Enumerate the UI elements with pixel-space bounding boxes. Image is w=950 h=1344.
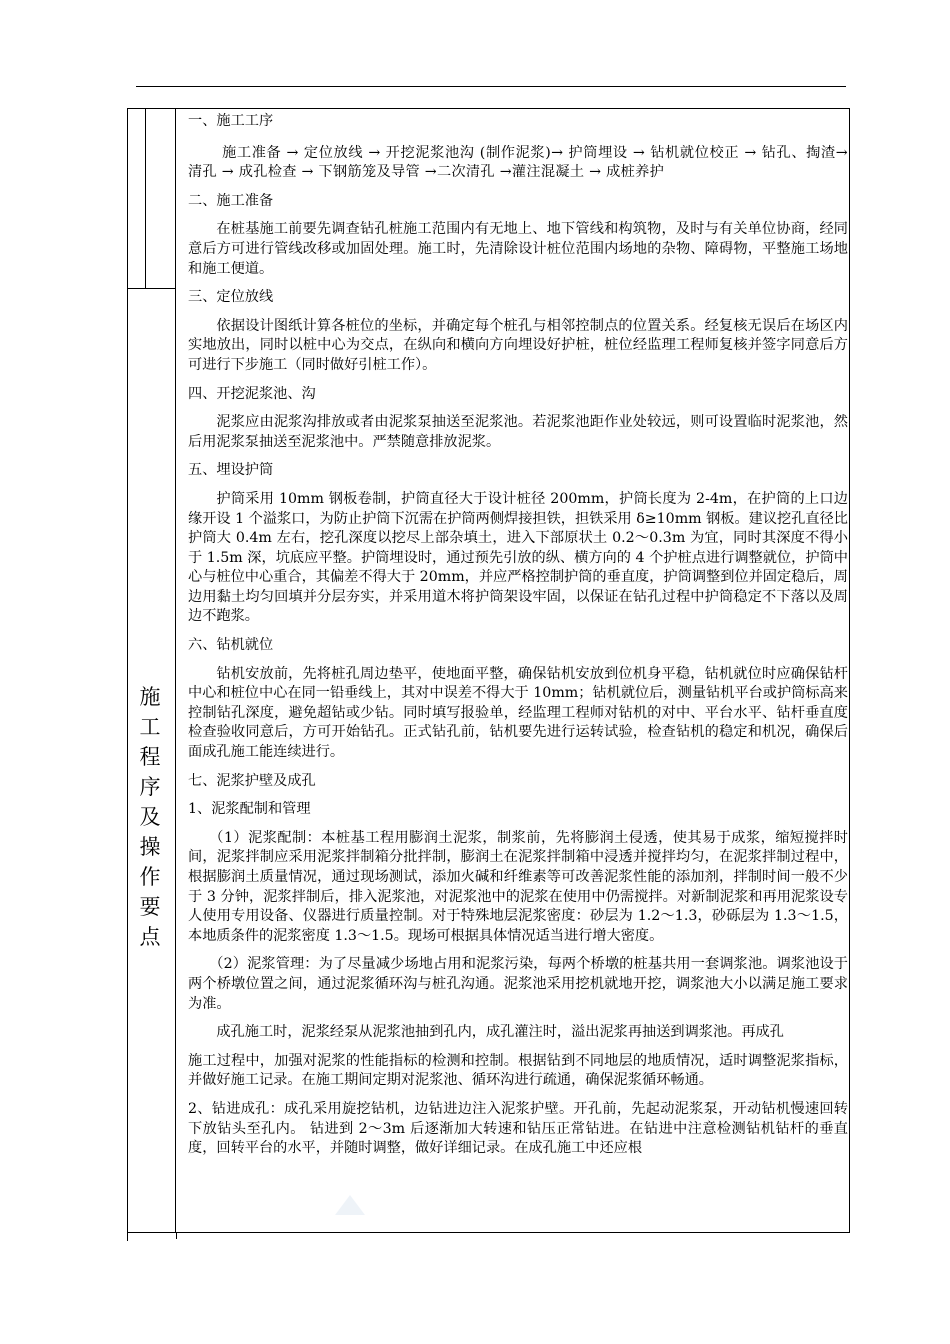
- side-title-char: 作: [139, 865, 161, 889]
- left-inner-rule: [145, 108, 146, 288]
- side-title-char: 序: [139, 775, 161, 799]
- section-heading-5: 五、埋设护筒: [188, 462, 274, 479]
- side-title-char: 程: [139, 745, 161, 769]
- drilling-paragraph: 2、钻进成孔：成孔采用旋挖钻机，边钻进边注入泥浆护壁。开孔前，先起动泥浆泵，开动钻机慢速回转下放钻头至孔内。 钻进到 2～3m 后逐渐加大转速和钻压正常钻进。在钻进中注意检测钻机钻杆的垂直度，回转平台的水平，并随时调整，做好详细记录。在成孔施工中还应根: [188, 1100, 848, 1157]
- watermark-icon: [330, 1190, 370, 1220]
- section-body-5: 护筒采用 10mm 钢板卷制，护筒直径大于设计桩径 200mm，护筒长度为 2-4m，在护筒的上口边缘开设 1 个溢浆口，为防止护筒下沉需在护筒两侧焊接担铁，担铁采用 δ≥10mm 钢板。建议挖孔直径比护筒大 0.4m 左右，挖孔深度以挖尽上部杂填土，进入下部原状土 0.2～0.3m 为宜，同时其深度不得小于 1.5m 深，坑底应平整。护筒埋设时，通过预先引放的纵、横方向的 4 个护桩点进行调整就位，护筒中心与桩位中心重合，其偏差不得大于 20mm，并应严格控制护筒的垂直度，护筒调整到位并固定稳后，周边用黏土均匀回填并分层夯实，并采用道木将护筒架设牢固，以保证在钻孔过程中护筒稳定不下落以及周边不跑浆。: [188, 490, 848, 625]
- hole-forming-mud: 成孔施工时，泥浆经泵从泥浆池抽到孔内，成孔灌注时，溢出泥浆再抽送到调浆池。再成孔: [216, 1024, 784, 1041]
- subsection-heading-1: 1、泥浆配制和管理: [188, 801, 311, 818]
- left-column: [127, 108, 176, 1233]
- section-heading-2: 二、施工准备: [188, 192, 274, 209]
- side-title-char: 点: [139, 925, 161, 949]
- header-rule: [136, 86, 846, 87]
- section-heading-6: 六、钻机就位: [188, 637, 274, 654]
- bottom-tick: [176, 1233, 177, 1239]
- section-heading-1: 一、施工工序: [188, 113, 274, 129]
- side-title-char: 工: [139, 715, 161, 739]
- side-title-char: 施: [139, 685, 161, 709]
- mud-management: （2）泥浆管理：为了尽量减少场地占用和泥浆污染，每两个桥墩的桩基共用一套调浆池。调浆池设于两个桥墩位置之间，通过泥浆循环沟与桩孔沟通。泥浆池采用挖机就地开挖，调浆池大小以满足施工要求为准。: [188, 956, 848, 1012]
- content-body: [188, 112, 848, 1159]
- left-cell-divider: [127, 288, 176, 289]
- section-body-2: 在桩基施工前要先调查钻孔桩施工范围内有无地上、地下管线和构筑物，及时与有关单位协商，经同意后方可进行管线改移或加固处理。施工时，先清除设计桩位范围内场地的杂物、障碍物，平整施工场地和施工便道。: [188, 221, 848, 277]
- section-body-3: 依据设计图纸计算各桩位的坐标，并确定每个桩孔与相邻控制点的位置关系。经复核无误后在场区内实地放出，同时以桩中心为交点，在纵向和横向方向埋设好护桩，桩位经监理工程师复核并签字同意后方可进行下步施工（同时做好引桩工作）。: [188, 317, 848, 373]
- side-title-char: 要: [139, 895, 161, 919]
- side-title: [135, 682, 165, 952]
- section-body-6: 钻机安放前，先将桩孔周边垫平，使地面平整，确保钻机安放到位机身平稳，钻机就位时应确保钻杆中心和桩位中心在同一铅垂线上，其对中误差不得大于 10mm；钻机就位后，测量钻机平台或护筒标高来控制钻孔深度，避免超钻或少钻。同时填写报验单，经监理工程师对钻机的对中、平台水平、钻杆垂直度检查验收同意后，方可开始钻孔。正式钻孔前，钻机要先进行运转试验，检查钻机的稳定和机况，确保后面成孔施工能连续进行。: [188, 665, 848, 761]
- process-flow: 施工准备 → 定位放线 → 开挖泥浆池沟 (制作泥浆)→ 护筒埋设 → 钻机就位校正 → 钻孔、掏渣→ 清孔 → 成孔检查 → 下钢筋笼及导管 →二次清孔 →灌注混凝土 → 成桩养护: [188, 144, 848, 181]
- section-heading-3: 三、定位放线: [188, 289, 274, 306]
- section-heading-4: 四、开挖泥浆池、沟: [188, 385, 316, 402]
- mud-monitoring: 施工过程中，加强对泥浆的性能指标的检测和控制。根据钻到不同地层的地质情况，适时调整泥浆指标，并做好施工记录。在施工期间定期对泥浆池、循环沟进行疏通，确保泥浆循环畅通。: [188, 1052, 848, 1089]
- side-title-char: 操: [139, 835, 161, 859]
- mud-preparation: （1）泥浆配制：本桩基工程用膨润土泥浆，制浆前，先将膨润土侵透，使其易于成浆，缩短搅拌时间，泥浆拌制应采用泥浆拌制箱分批拌制，膨润土在泥浆拌制箱中浸透并搅拌均匀，在泥浆拌制过程中，根据膨润土质量情况，通过现场测试，添加火碱和纤维素等可改善泥浆性能的添加剂，拌制时间一般不少于 3 分钟，泥浆拌制后，排入泥浆池，对泥浆池中的泥浆在使用中仍需搅拌。对新制泥浆和再用泥浆设专人使用专用设备、仪器进行质量控制。对于特殊地层泥浆密度：砂层为 1.2～1.3，砂砾层为 1.3～1.5，本地质条件的泥浆密度 1.3～1.5。现场可根据具体情况适当进行增大密度。: [188, 829, 848, 944]
- section-heading-7: 七、泥浆护壁及成孔: [188, 772, 316, 789]
- section-body-4: 泥浆应由泥浆沟排放或者由泥浆泵抽送至泥浆池。若泥浆池距作业处较远，则可设置临时泥浆池，然后用泥浆泵抽送至泥浆池中。严禁随意排放泥浆。: [188, 414, 848, 450]
- bottom-tick-left: [127, 1233, 128, 1241]
- side-title-char: 及: [139, 805, 161, 829]
